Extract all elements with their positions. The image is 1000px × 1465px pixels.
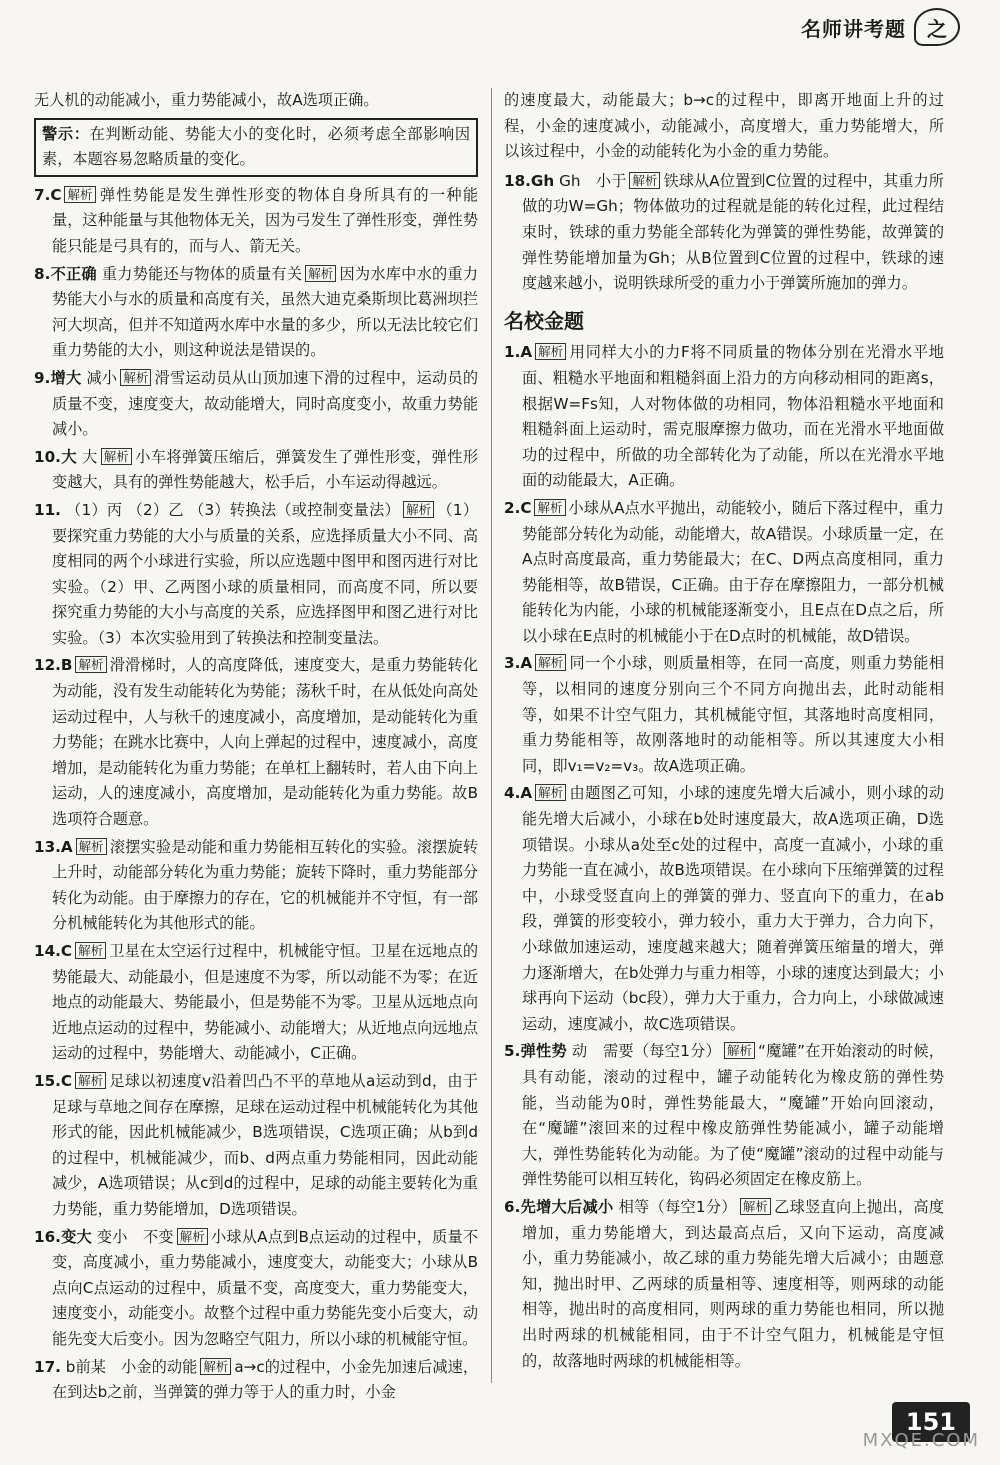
- answer-item: [504, 781, 944, 1037]
- left-answer-list: [34, 183, 478, 1406]
- analysis-tag: 解析: [534, 499, 565, 516]
- answer-number: 17.: [34, 1357, 61, 1376]
- answer-number: 7.C: [34, 185, 62, 204]
- intro-text: 无人机的动能减小，重力势能减小，故A选项正确。: [34, 91, 379, 109]
- answer-item: [34, 653, 478, 832]
- analysis-tag: 解析: [535, 654, 566, 671]
- answer-value: 大: [82, 447, 98, 466]
- answer-item: [34, 262, 478, 364]
- analysis-text: 小车将弹簧压缩后，弹簧发生了弹性形变，弹性形变越大，具有的弹性势能越大，松手后，小车运动得越远。: [52, 447, 479, 492]
- answer-number: 12.B: [34, 656, 73, 675]
- answer-item: [504, 651, 944, 779]
- answer-number: 6.先增大后减小: [504, 1197, 614, 1216]
- analysis-text: 同一个小球，则质量相等，在同一高度，则重力势能相等，以相同的速度分别向三个不同方向抛出去，此时动能相等，如果不计空气阻力，其机械能守恒，其落地时高度相同，重力势能相等，故刚落地时的动能相等。所以其速度大小相同，即v₁=v₂=v₃。故A选项正确。: [522, 654, 944, 775]
- answer-number: 4.A: [504, 784, 533, 803]
- right-answer-list: [504, 340, 944, 1374]
- page-header: [801, 8, 960, 46]
- answer-number: 14.C: [34, 942, 73, 960]
- analysis-tag: 解析: [64, 186, 95, 203]
- section-title: 名校金题: [504, 308, 584, 333]
- analysis-tag: 解析: [75, 656, 106, 673]
- answer-number: 8.不正确: [34, 264, 97, 283]
- analysis-text: “魔罐”在开始滚动的时候，具有动能，滚动的过程中，罐子动能转化为橡皮筋的弹性势能，当动能为0时，弹性势能最大，“魔罐”开始向回滚动，在“魔罐”滚回来的过程中橡皮筋弹性势能减小，罐子动能增大，弹性势能转化为动能。为了使“魔罐”滚动的过程中动能与弹性势能可以相互转化，钩码必须固定在橡皮筋上。: [522, 1042, 944, 1189]
- answer-item: [504, 169, 944, 297]
- analysis-tag: 解析: [120, 369, 151, 386]
- analysis-text: a→c的过程中，小金先加速后减速，在到达b之前，当弹簧的弹力等于人的重力时，小金: [52, 1357, 479, 1402]
- warning-label: 警示：: [42, 124, 90, 143]
- analysis-tag: 解析: [724, 1042, 755, 1059]
- analysis-text: 滑滑梯时，人的高度降低，速度变大，是重力势能转化为动能，没有发生动能转化为势能；荡秋千时，在从低处向高处运动过程中，人与秋千的速度减小，高度增加，是动能转化为重力势能；在跳水比赛中，人向上弹起的过程中，速度减小，高度增加，是动能转化为重力势能；在单杠上翻转时，若人由下向上运动，人的速度减小，高度增加，是动能转化为重力势能。故B选项符合题意。: [52, 656, 478, 829]
- answer-item: [34, 1069, 478, 1223]
- analysis-tag: 解析: [76, 838, 107, 855]
- answer-item: [34, 1355, 478, 1406]
- answer-item: [34, 1225, 478, 1353]
- warning-text: 在判断动能、势能大小的变化时，必须考虑全部影响因素，本题容易忽略质量的变化。: [42, 124, 471, 169]
- analysis-text: 足球以初速度v沿着凹凸不平的草地从a运动到d，由于足球与草地之间存在摩擦，足球在运动过程中机械能转化为其他形式的能，因此机械能减少，B选项错误，C选项正确；从b到d的过程中，机械能减少，而b、d两点重力势能相同，因此动能减少，A选项错误；从c到d的过程中，足球的动能主要转化为重力势能，重力势能增加，D选项错误。: [52, 1071, 478, 1218]
- analysis-tag: 解析: [535, 784, 566, 801]
- analysis-tag: 解析: [75, 942, 106, 959]
- answer-item: [34, 183, 478, 260]
- answer-number: 16.变大: [34, 1227, 92, 1246]
- warning-box: [34, 118, 478, 177]
- answer-value: b前某 小金的动能: [65, 1357, 198, 1376]
- analysis-text: 用同样大小的力F将不同质量的物体分别在光滑水平地面、粗糙水平地面和粗糙斜面上沿力的方向移动相同的距离s，根据W=Fs知，人对物体做的功相同，物体沿粗糙水平地面和粗糙斜面上运动时，需克服摩擦力做功，而在光滑水平地面做功的过程中，所做的功全部转化为了动能，所以在光滑水平地面的动能最大，A正确。: [522, 343, 944, 490]
- analysis-tag: 解析: [740, 1198, 771, 1215]
- page-number: 151: [892, 1402, 970, 1442]
- analysis-text: 铁球从A位置到C位置的过程中，其重力所做的功W=Gh；物体做功的过程就是能的转化过程，此过程结束时，铁球的重力势能全部转化为弹簧的弹性势能，故弹簧的弹性势能增加量为Gh；从B位置到C位置的过程中，铁球的速度越来越小，说明铁球所受的重力小于弹簧所施加的弹力。: [522, 171, 944, 293]
- answer-number: 9.增大: [34, 368, 82, 387]
- analysis-tag: 解析: [629, 172, 660, 189]
- answer-number: 2.C: [504, 498, 532, 517]
- answer-number: 5.弹性势: [504, 1042, 567, 1061]
- analysis-tag: 解析: [305, 265, 336, 282]
- analysis-text: 因为水库中水的重力势能大小与水的质量和高度有关，虽然大迪克桑斯坝比葛洲坝拦河大坝高，但并不知道两水库中水量的多少，所以无法比较它们重力势能的大小，则这种说法是错误的。: [52, 264, 479, 360]
- analysis-tag: 解析: [177, 1228, 208, 1245]
- answer-number: 18.Gh: [504, 171, 555, 190]
- analysis-tag: 解析: [200, 1358, 231, 1375]
- analysis-tag: 解析: [101, 448, 132, 465]
- left-column: [34, 88, 478, 1408]
- answer-item: [504, 1195, 944, 1374]
- answer-value: 相等（每空1分）: [618, 1197, 737, 1216]
- answer-value: 重力势能还与物体的质量有关: [101, 264, 303, 283]
- analysis-tag: 解析: [403, 501, 434, 518]
- answer-value: 动 需要（每空1分）: [572, 1042, 722, 1061]
- right-column: [504, 88, 944, 1376]
- analysis-text: 由题图乙可知，小球的速度先增大后减小，则小球的动能先增大后减小，小球在b处时速度最大，故A选项正确，D选项错误。小球从a处至c处的过程中，高度一直减小，小球的重力势能一直在减小，故B选项错误。在小球向下压缩弹簧的过程中，小球受竖直向上的弹簧的弹力、竖直向下的重力，在ab段，弹簧的形变较小，弹力较小，重力大于弹力，合力向下，小球做加速运动，速度越来越大；随着弹簧压缩量的增大，弹力逐渐增大，在b处弹力与重力相等，小球的速度达到最大；小球再向下运动（bc段），弹力大于重力，合力向上，小球做减速运动，速度减小，故C选项错误。: [522, 784, 944, 1033]
- answer-number: 1.A: [504, 343, 533, 362]
- analysis-text: 乙球竖直向上抛出，高度增加，重力势能增大，到达最高点后，又向下运动，高度减小，重力势能减小，故乙球的重力势能先增大后减小；由题意知，抛出时甲、乙两球的质量相等、速度相等，则两球的动能相等，抛出时的高度相同，则两球的重力势能也相同，所以抛出时两球的机械能相同，由于不计空气阻力，机械能是守恒的，故落地时两球的机械能相等。: [522, 1197, 945, 1370]
- answer-number: 13.A: [34, 837, 73, 856]
- answer-item: [34, 498, 478, 652]
- answer-item: [504, 496, 944, 650]
- answer-item: [34, 835, 478, 937]
- continuation-text: 的速度最大，动能最大；b→c的过程中，即离开地面上升的过程，小金的速度减小，动能减小，高度增大，重力势能增大，所以该过程中，小金的动能转化为小金的重力势能。: [504, 91, 944, 161]
- analysis-text: 滚摆实验是动能和重力势能相互转化的实验。滚摆旋转上升时，动能部分转化为重力势能；旋转下降时，重力势能部分转化为动能。由于摩擦力的存在，它的机械能并不守恒，有一部分机械能转化为其他形式的能。: [52, 837, 478, 933]
- answer-number: 3.A: [504, 654, 533, 673]
- header-title: 名师讲考题: [801, 16, 906, 41]
- analysis-tag: 解析: [75, 1072, 106, 1089]
- analysis-text: 弹性势能是发生弹性形变的物体自身所具有的一种能量，这种能量与其他物体无关，因为弓发生了弹性形变，弹性势能只能是弓具有的，而与人、箭无关。: [52, 185, 478, 255]
- answer-item: [34, 366, 478, 443]
- brand-logo-icon: 之: [914, 8, 960, 46]
- analysis-text: （1）要探究重力势能的大小与质量的关系，应选择质量大小不同、高度相同的两个小球进行实验，所以应选题中图甲和图丙进行对比实验。（2）甲、乙两图小球的质量相同，而高度不同，所以要探究重力势能的大小与高度的关系，应选择图甲和图乙进行对比实验。（3）本次实验用到了转换法和控制变量法。: [52, 500, 479, 647]
- answer-value: Gh 小于: [559, 171, 627, 190]
- answer-value: （1）丙 （2）乙 （3）转换法（或控制变量法）: [66, 500, 401, 519]
- analysis-text: 卫星在太空运行过程中，机械能守恒。卫星在远地点的势能最大、动能最小，但是速度不为零，所以动能不为零；在近地点的动能最大、势能最小，但是势能不为零。卫星从远地点向近地点运动的过程中，势能减小、动能增大；从近地点向远地点运动的过程中，势能增大、动能减小，C正确。: [52, 942, 478, 1063]
- answer-number: 10.大: [34, 447, 77, 466]
- answer-value: 变小 不变: [96, 1227, 174, 1246]
- answer-value: 减小: [86, 368, 118, 387]
- analysis-tag: 解析: [535, 343, 566, 360]
- column-divider: [491, 88, 492, 1383]
- answer-item: [504, 1039, 944, 1193]
- answer-number: 11.: [34, 500, 61, 519]
- watermark: MXQE.COM: [862, 1430, 980, 1451]
- analysis-text: 滑雪运动员从山顶加速下滑的过程中，运动员的质量不变，速度变大，故动能增大，同时高度变小，故重力势能减小。: [52, 368, 479, 439]
- answer-item: [504, 340, 944, 494]
- analysis-text: 小球从A点到B点运动的过程中，质量不变，高度减小，重力势能减小，速度变大，动能变大；小球从B点向C点运动的过程中，质量不变，高度变大，重力势能变大，速度变小，动能变小。故整个过程中重力势能先变小后变大，动能先变大后变小。因为忽略空气阻力，所以小球的机械能守恒。: [52, 1227, 479, 1348]
- analysis-text: 小球从A点水平抛出，动能较小，随后下落过程中，重力势能部分转化为动能，动能增大，故A错误。小球质量一定，在A点时高度最高，重力势能最大；在C、D两点高度相同，重力势能相等，故B错误，C正确。由于存在摩擦阻力，一部分机械能转化为内能，小球的机械能逐渐变小，且E点在D点之后，所以小球在E点时的机械能小于在D点时的机械能，故D错误。: [522, 498, 944, 645]
- answer-number: 15.C: [34, 1071, 73, 1090]
- answer-item: [34, 939, 478, 1067]
- answer-item: [34, 445, 478, 496]
- right-answer-list-top: [504, 169, 944, 297]
